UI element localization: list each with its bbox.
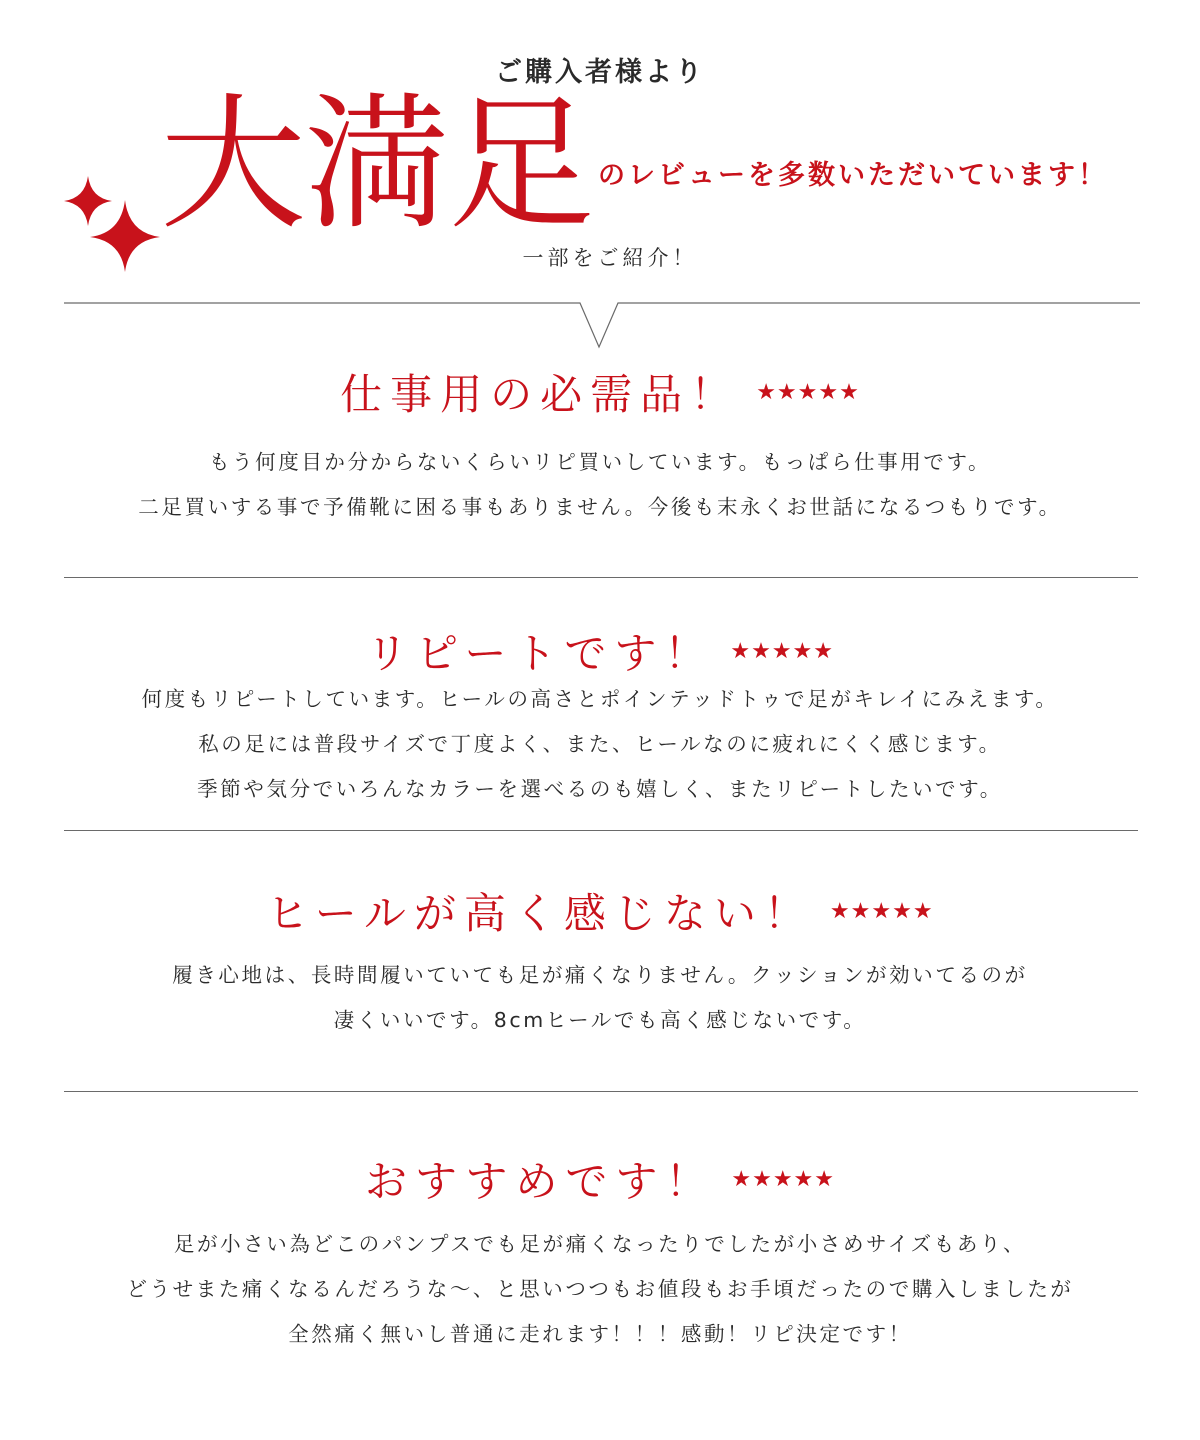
review-body-1 [0,440,1200,530]
star-rating: ★★★★★ [756,379,860,405]
divider [64,1091,1138,1092]
divider [64,830,1138,831]
review-line: 履き心地は、長時間履いていても足が痛くなりません。クッションが効いてるのが [172,963,1028,987]
review-title-3 [0,881,1200,941]
notched-divider [64,290,1140,352]
review-heading: リピートです！ [366,629,715,678]
review-line: どうせまた痛くなるんだろうな〜、と思いつつもお値段もお手頃だったので購入しましたが [126,1277,1074,1301]
review-line: 全然痛く無いし普通に走れます！！！感動！リピ決定です！ [288,1322,912,1346]
review-heading: 仕事用の必需品！ [340,370,741,419]
review-heading: おすすめです！ [364,1157,716,1206]
review-heading: ヒールが高く感じない！ [266,889,814,938]
review-title-1 [0,362,1200,422]
tagline: のレビューを多数いただいています！ [598,160,1108,191]
review-title-2 [0,621,1200,681]
review-body-4 [0,1222,1200,1357]
star-rating: ★★★★★ [731,1166,836,1192]
review-title-4 [0,1149,1200,1209]
review-line: 何度もリピートしています。ヒールの高さとポインテッドトゥで足がキレイにみえます。 [141,687,1059,711]
star-rating: ★★★★★ [829,898,934,924]
review-line: 足が小さい為どこのパンプスでも足が痛くなったりでしたが小さめサイズもあり、 [173,1232,1027,1256]
review-line: 二足買いする事で予備靴に困る事もありません。今後も末永くお世話になるつもりです。 [138,495,1062,519]
review-line: 季節や気分でいろんなカラーを選べるのも嬉しく、またリピートしたいです。 [197,777,1003,801]
review-body-2 [0,677,1200,812]
lead-text: ご購入者様より [495,57,705,88]
star-rating: ★★★★★ [730,638,834,664]
review-line: 凄くいいです。8cmヒールでも高く感じないです。 [333,1008,867,1032]
review-line: もう何度目か分からないくらいリピ買いしています。もっぱら仕事用です。 [208,450,992,474]
review-body-3 [0,953,1200,1043]
headline: 大満足 [160,80,592,250]
divider [64,577,1138,578]
review-line: 私の足には普段サイズで丁度よく、また、ヒールなのに疲れにくく感じます。 [198,732,1002,756]
intro-text: 一部をご紹介！ [522,246,698,270]
